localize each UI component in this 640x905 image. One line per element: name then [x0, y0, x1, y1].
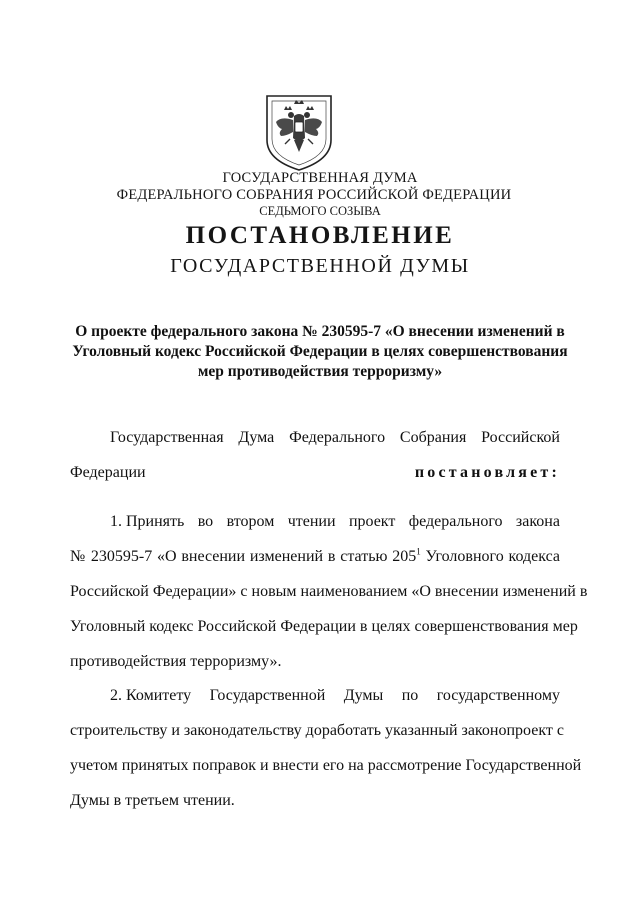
word: Собрания: [399, 429, 467, 446]
item-text: Уголовного кодекса: [420, 548, 561, 565]
resolves-word: постановляет:: [414, 464, 560, 481]
word: федерального: [408, 513, 503, 530]
item-line: [70, 539, 560, 574]
subject-line: О проекте федерального закона № 230595-7 «О внесении изменений в: [75, 323, 565, 340]
item-1-paragraph: [70, 504, 588, 679]
word: Дума: [238, 429, 275, 446]
word: 2. Комитету: [110, 687, 192, 704]
item-line: учетом принятых поправок и внести его на рассмотрение Государственной: [70, 757, 582, 774]
org-name-line1: ГОСУДАРСТВЕННАЯ ДУМА: [222, 170, 418, 186]
word: по: [401, 687, 419, 704]
item-line: строительству и законодательству доработать указанный законопроект с: [70, 722, 564, 739]
item-2-paragraph: [70, 678, 582, 818]
word: втором: [226, 513, 275, 530]
item-line: противодействия терроризму».: [70, 653, 282, 670]
word: Российской: [481, 429, 560, 446]
word: проект: [348, 513, 396, 530]
item-line: [70, 504, 560, 539]
item-line: [70, 678, 560, 713]
word: закона: [515, 513, 560, 530]
word: Думы: [343, 687, 384, 704]
word: Государственная: [110, 429, 224, 446]
subject-line: мер противодействия терроризму»: [197, 363, 443, 380]
word: государственному: [436, 687, 560, 704]
item-line: Российской Федерации» с новым наименованием «О внесении изменений в: [70, 583, 588, 600]
item-line: Уголовный кодекс Российской Федерации в целях совершенствования мер: [70, 618, 578, 635]
intro-line: [70, 455, 560, 490]
org-name-line2: ФЕДЕРАЛЬНОГО СОБРАНИЯ РОССИЙСКОЙ ФЕДЕРАЦИИ: [116, 187, 512, 203]
intro-paragraph: [70, 420, 560, 490]
intro-line: [70, 420, 560, 455]
document-title: ПОСТАНОВЛЕНИЕ: [185, 222, 455, 249]
word: во: [197, 513, 214, 530]
intro-prefix: Федерации: [70, 464, 146, 481]
convocation-line: СЕДЬМОГО СОЗЫВА: [259, 204, 381, 218]
word: 1. Принять: [110, 513, 185, 530]
coat-of-arms-emblem: [263, 92, 335, 172]
item-line: Думы в третьем чтении.: [70, 792, 235, 809]
item-text: № 230595-7 «О внесении изменений в статью 205: [70, 548, 417, 565]
word: Федерального: [289, 429, 386, 446]
word: Государственной: [209, 687, 326, 704]
word: чтении: [287, 513, 336, 530]
subject-line: Уголовный кодекс Российской Федерации в целях совершенствования: [72, 343, 568, 360]
document-subtitle: ГОСУДАРСТВЕННОЙ ДУМЫ: [170, 255, 470, 277]
document-subject: [60, 322, 580, 382]
article-superscript: 1: [416, 546, 421, 557]
